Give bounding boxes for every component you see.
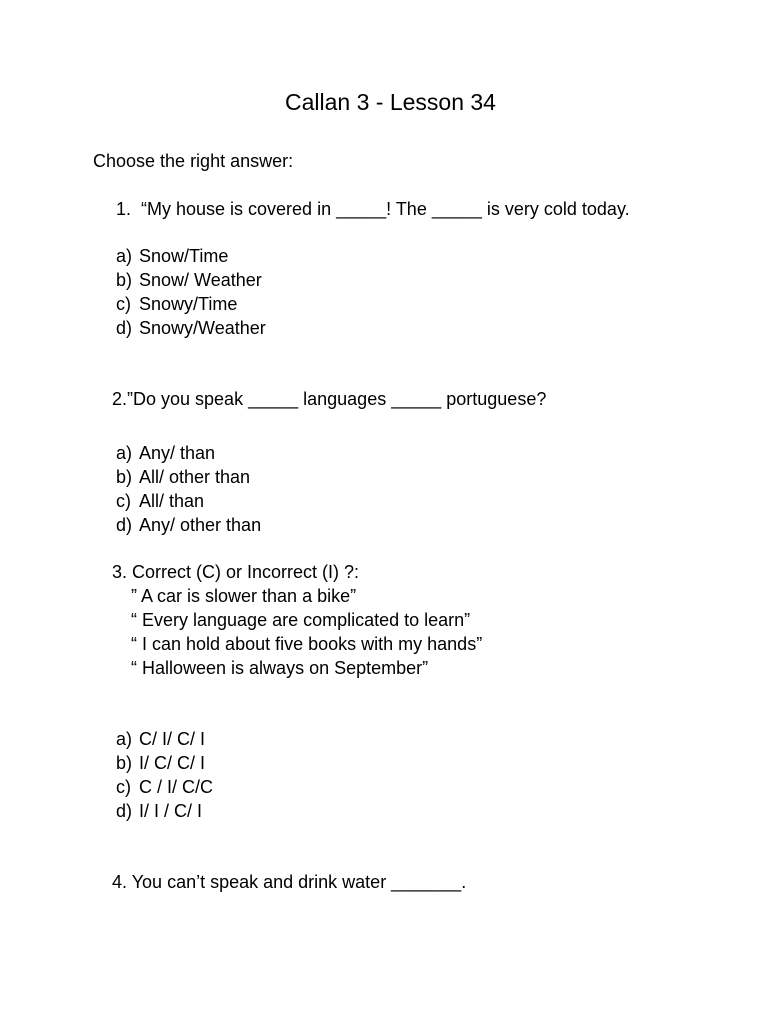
option-text: Snowy/Weather	[139, 318, 266, 338]
option-text: All/ than	[139, 491, 205, 511]
option-text: C/ I/ C/ I	[139, 729, 206, 749]
statement-item: “ Halloween is always on September”	[131, 658, 429, 678]
option-text: Snowy/Time	[139, 294, 238, 314]
instruction-text: Choose the right answer:	[93, 151, 294, 171]
question-2-text: 2.”Do you speak _____ languages _____ portuguese?	[112, 389, 547, 409]
option-letter: a)	[116, 729, 133, 749]
option-letter: c)	[116, 777, 131, 797]
option-letter: b)	[116, 753, 133, 773]
option-text: Snow/ Weather	[139, 270, 262, 290]
option-letter: a)	[116, 443, 133, 463]
option-text: Any/ other than	[139, 515, 262, 535]
statement-item: “ I can hold about five books with my hands”	[131, 634, 483, 654]
option-text: C / I/ C/C	[139, 777, 214, 797]
option-letter: b)	[116, 467, 133, 487]
option-letter: c)	[116, 294, 131, 314]
option-text: I/ C/ C/ I	[139, 753, 206, 773]
option-letter: d)	[116, 318, 133, 338]
statement-item: ” A car is slower than a bike”	[131, 586, 357, 606]
question-1-number: 1.	[116, 199, 132, 219]
question-4-text: 4. You can’t speak and drink water _______.	[112, 872, 467, 892]
option-text: Snow/Time	[139, 246, 229, 266]
option-text: I/ I / C/ I	[139, 801, 203, 821]
option-text: Any/ than	[139, 443, 216, 463]
question-1-text: “My house is covered in _____! The _____ is very cold today.	[141, 199, 630, 219]
option-letter: d)	[116, 801, 133, 821]
option-letter: d)	[116, 515, 133, 535]
question-3-text: 3. Correct (C) or Incorrect (I) ?:	[112, 562, 360, 582]
option-letter: b)	[116, 270, 133, 290]
statement-item: “ Every language are complicated to learn”	[131, 610, 471, 630]
page-title: Callan 3 - Lesson 34	[285, 89, 496, 115]
option-text: All/ other than	[139, 467, 251, 487]
option-letter: a)	[116, 246, 133, 266]
option-letter: c)	[116, 491, 131, 511]
